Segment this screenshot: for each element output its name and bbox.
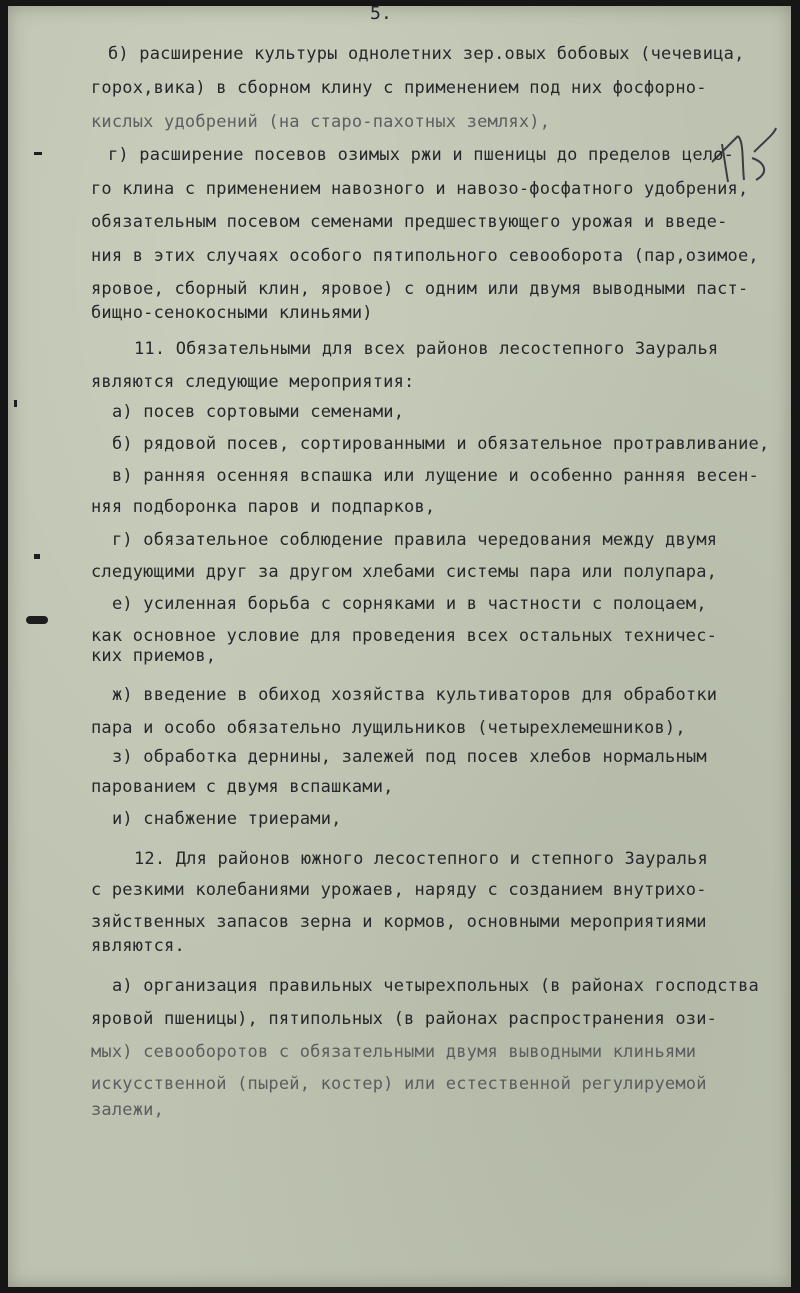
text-line: 11. Обязательными для всех районов лесостепного Зауралья <box>134 339 719 359</box>
text-line: ж) введение в обиход хозяйства культиваторов для обработки <box>112 685 718 705</box>
text-line: парованием с двумя вспашками, <box>91 777 394 797</box>
text-line: го клина с применением навозного и навозо-фосфатного удобрения, <box>91 179 749 199</box>
text-line: з) обработка дернины, залежей под посев хлебов нормальным <box>112 747 707 767</box>
text-line: горох,вика) в сборном клину с применением под них фосфорно- <box>91 78 707 98</box>
text-line: с резкими колебаниями урожаев, наряду с созданием внутрихо- <box>91 880 707 900</box>
text-line: бищно-сенокосными клиньями) <box>91 303 373 323</box>
text-line: пара и особо обязательно лущильников (четырехлемешников), <box>91 718 686 738</box>
text-line: залежи, <box>91 1100 165 1120</box>
text-line: искусственной (пырей, костер) или естественной регулируемой <box>91 1074 707 1094</box>
margin-mark <box>14 400 17 407</box>
text-line: б) рядовой посев, сортированными и обязательное протравливание, <box>112 434 770 454</box>
text-line: г) расширение посевов озимых ржи и пшеницы до пределов цело- <box>108 145 735 165</box>
text-line: зяйственных запасов зерна и кормов, основными мероприятиями <box>91 912 707 932</box>
text-line: ких приемов, <box>91 646 217 666</box>
document-page <box>8 3 791 1287</box>
text-line: а) организация правильных четырехпольных (в районах господства <box>112 976 759 996</box>
margin-mark <box>26 616 48 624</box>
text-line: няя подборонка паров и подпарков, <box>91 497 436 517</box>
text-line: как основное условие для проведения всех остальных техничес- <box>91 626 718 646</box>
margin-mark <box>34 152 42 155</box>
text-line: являются. <box>91 936 185 956</box>
text-line: а) посев сортовыми семенами, <box>112 402 405 422</box>
text-line: е) усиленная борьба с сорняками и в частности с полоцаем, <box>112 594 707 614</box>
text-line: г) обязательное соблюдение правила чередования между двумя <box>112 530 718 550</box>
text-line: следующими друг за другом хлебами системы пара или полупара, <box>91 562 718 582</box>
text-line: 12. Для районов южного лесостепного и степного Зауралья <box>134 849 708 869</box>
text-line: обязательным посевом семенами предшествующего урожая и введе- <box>91 212 728 232</box>
page-number: 5. <box>370 3 393 24</box>
text-line: в) ранняя осенняя вспашка или лущение и особенно ранняя весен- <box>112 466 759 486</box>
text-line: б) расширение культуры однолетних зер.овых бобовых (чечевица, <box>108 44 745 64</box>
text-line: и) снабжение триерами, <box>112 809 342 829</box>
margin-mark <box>34 554 40 559</box>
text-line: яровое, сборный клин, яровое) с одним или двумя выводными паст- <box>91 279 749 299</box>
text-line: яровой пшеницы), пятипольных (в районах распространения ози- <box>91 1009 718 1029</box>
text-line: ния в этих случаях особого пятипольного севооборота (пар,озимое, <box>91 246 759 266</box>
text-line: мых) севооборотов с обязательными двумя выводными клиньями <box>91 1042 697 1062</box>
text-line: кислых удобрений (на старо-пахотных землях), <box>91 112 551 132</box>
text-line: являются следующие мероприятия: <box>91 372 415 392</box>
